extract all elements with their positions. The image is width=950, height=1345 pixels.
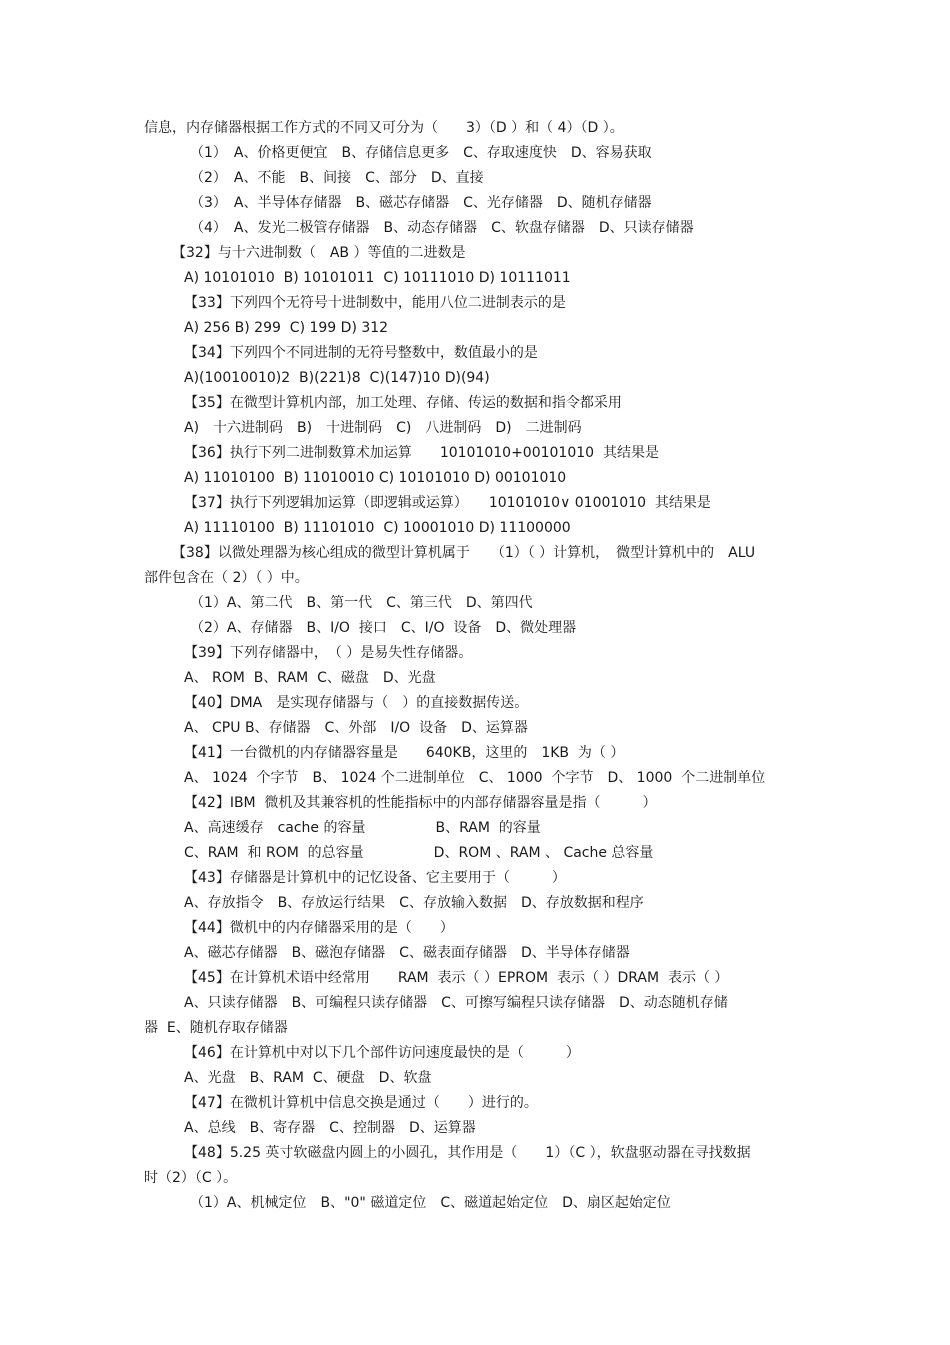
answer-options: A) 十六进制码 B) 十进制码 C) 八进制码 D) 二进制码 [184, 420, 582, 436]
question-44: 【44】微机中的内存储器采用的是（ ） [184, 920, 454, 936]
question-38: 【38】以微处理器为核心组成的微型计算机属于 （1）（ ）计算机， 微型计算机中的 ALU [172, 545, 756, 561]
answer-options: A、磁芯存储器 B、磁泡存储器 C、磁表面存储器 D、半导体存储器 [184, 945, 630, 961]
question-48-cont: 时（2）（C ）。 [144, 1170, 238, 1186]
text-line: 信息，内存储器根据工作方式的不同又可分为（ 3）（D ）和（ 4）（D ）。 [144, 120, 624, 136]
question-45: 【45】在计算机术语中经常用 RAM 表示（ ）EPROM 表示（ ）DRAM 表示（ ） [184, 970, 729, 986]
question-46: 【46】在计算机中对以下几个部件访问速度最快的是（ ） [184, 1045, 580, 1061]
question-43: 【43】存储器是计算机中的记忆设备、它主要用于（ ） [184, 870, 566, 886]
question-36: 【36】执行下列二进制数算术加运算 10101010+00101010 其结果是 [184, 445, 659, 461]
question-35: 【35】在微型计算机内部，加工处理、存储、传运的数据和指令都采用 [184, 395, 622, 411]
question-47: 【47】在微机计算机中信息交换是通过（ ）进行的。 [184, 1095, 538, 1111]
answer-options: A、光盘 B、RAM C、硬盘 D、软盘 [184, 1070, 432, 1086]
question-41: 【41】一台微机的内存储器容量是 640KB，这里的 1KB 为（ ） [184, 745, 625, 761]
answer-options: C、RAM 和 ROM 的总容量 D、ROM 、RAM 、 Cache 总容量 [184, 845, 654, 861]
option-line: （1）A、机械定位 B、"0" 磁道定位 C、磁道起始定位 D、扇区起始定位 [190, 1195, 671, 1211]
option-line: （3） A、半导体存储器 B、磁芯存储器 C、光存储器 D、随机存储器 [190, 195, 652, 211]
question-39: 【39】下列存储器中， （ ）是易失性存储器。 [184, 645, 473, 661]
answer-options: A、存放指令 B、存放运行结果 C、存放输入数据 D、存放数据和程序 [184, 895, 644, 911]
question-42: 【42】IBM 微机及其兼容机的性能指标中的内部存储器容量是指（ ） [184, 795, 657, 811]
answer-options: A) 11010100 B) 11010010 C) 10101010 D) 00101010 [184, 470, 567, 486]
question-37: 【37】执行下列逻辑加运算（即逻辑或运算） 10101010∨ 01001010 其结果是 [184, 495, 711, 511]
answer-options: A、只读存储器 B、可编程只读存储器 C、可擦写编程只读存储器 D、动态随机存储 [184, 995, 728, 1011]
answer-options-cont: 器 E、随机存取存储器 [144, 1020, 288, 1036]
answer-options: A、 ROM B、RAM C、磁盘 D、光盘 [184, 670, 436, 686]
question-48: 【48】5.25 英寸软磁盘内圆上的小圆孔，其作用是（ 1）（C ），软盘驱动器在寻找数据 [184, 1145, 751, 1161]
answer-options: A、 CPU B、存储器 C、外部 I/O 设备 D、运算器 [184, 720, 528, 736]
option-line: （2） A、不能 B、间接 C、部分 D、直接 [190, 170, 484, 186]
question-33: 【33】下列四个无符号十进制数中，能用八位二进制表示的是 [184, 295, 566, 311]
option-line: （1）A、第二代 B、第一代 C、第三代 D、第四代 [190, 595, 533, 611]
question-32: 【32】与十六进制数（ AB ）等值的二进数是 [172, 245, 466, 261]
answer-options: A、总线 B、寄存器 C、控制器 D、运算器 [184, 1120, 476, 1136]
question-34: 【34】下列四个不同进制的无符号整数中，数值最小的是 [184, 345, 538, 361]
answer-options: A、高速缓存 cache 的容量 B、RAM 的容量 [184, 820, 541, 836]
option-line: （2）A、存储器 B、I/O 接口 C、I/O 设备 D、微处理器 [190, 620, 577, 636]
answer-options: A) 10101010 B) 10101011 C) 10111010 D) 10111011 [184, 270, 571, 286]
answer-options: A) 256 B) 299 C) 199 D) 312 [184, 320, 389, 336]
answer-options: A)(10010010)2 B)(221)8 C)(147)10 D)(94) [184, 370, 490, 386]
question-38-cont: 部件包含在（ 2）（ ）中。 [144, 570, 309, 586]
option-line: （4） A、发光二极管存储器 B、动态存储器 C、软盘存储器 D、只读存储器 [190, 220, 694, 236]
question-40: 【40】DMA 是实现存储器与（ ）的直接数据传送。 [184, 695, 529, 711]
answer-options: A、 1024 个字节 B、 1024 个二进制单位 C、 1000 个字节 D、 1000 个二进制单位 [184, 770, 766, 786]
answer-options: A) 11110100 B) 11101010 C) 10001010 D) 11100000 [184, 520, 571, 536]
option-line: （1） A、价格更便宜 B、存储信息更多 C、存取速度快 D、容易获取 [190, 145, 652, 161]
